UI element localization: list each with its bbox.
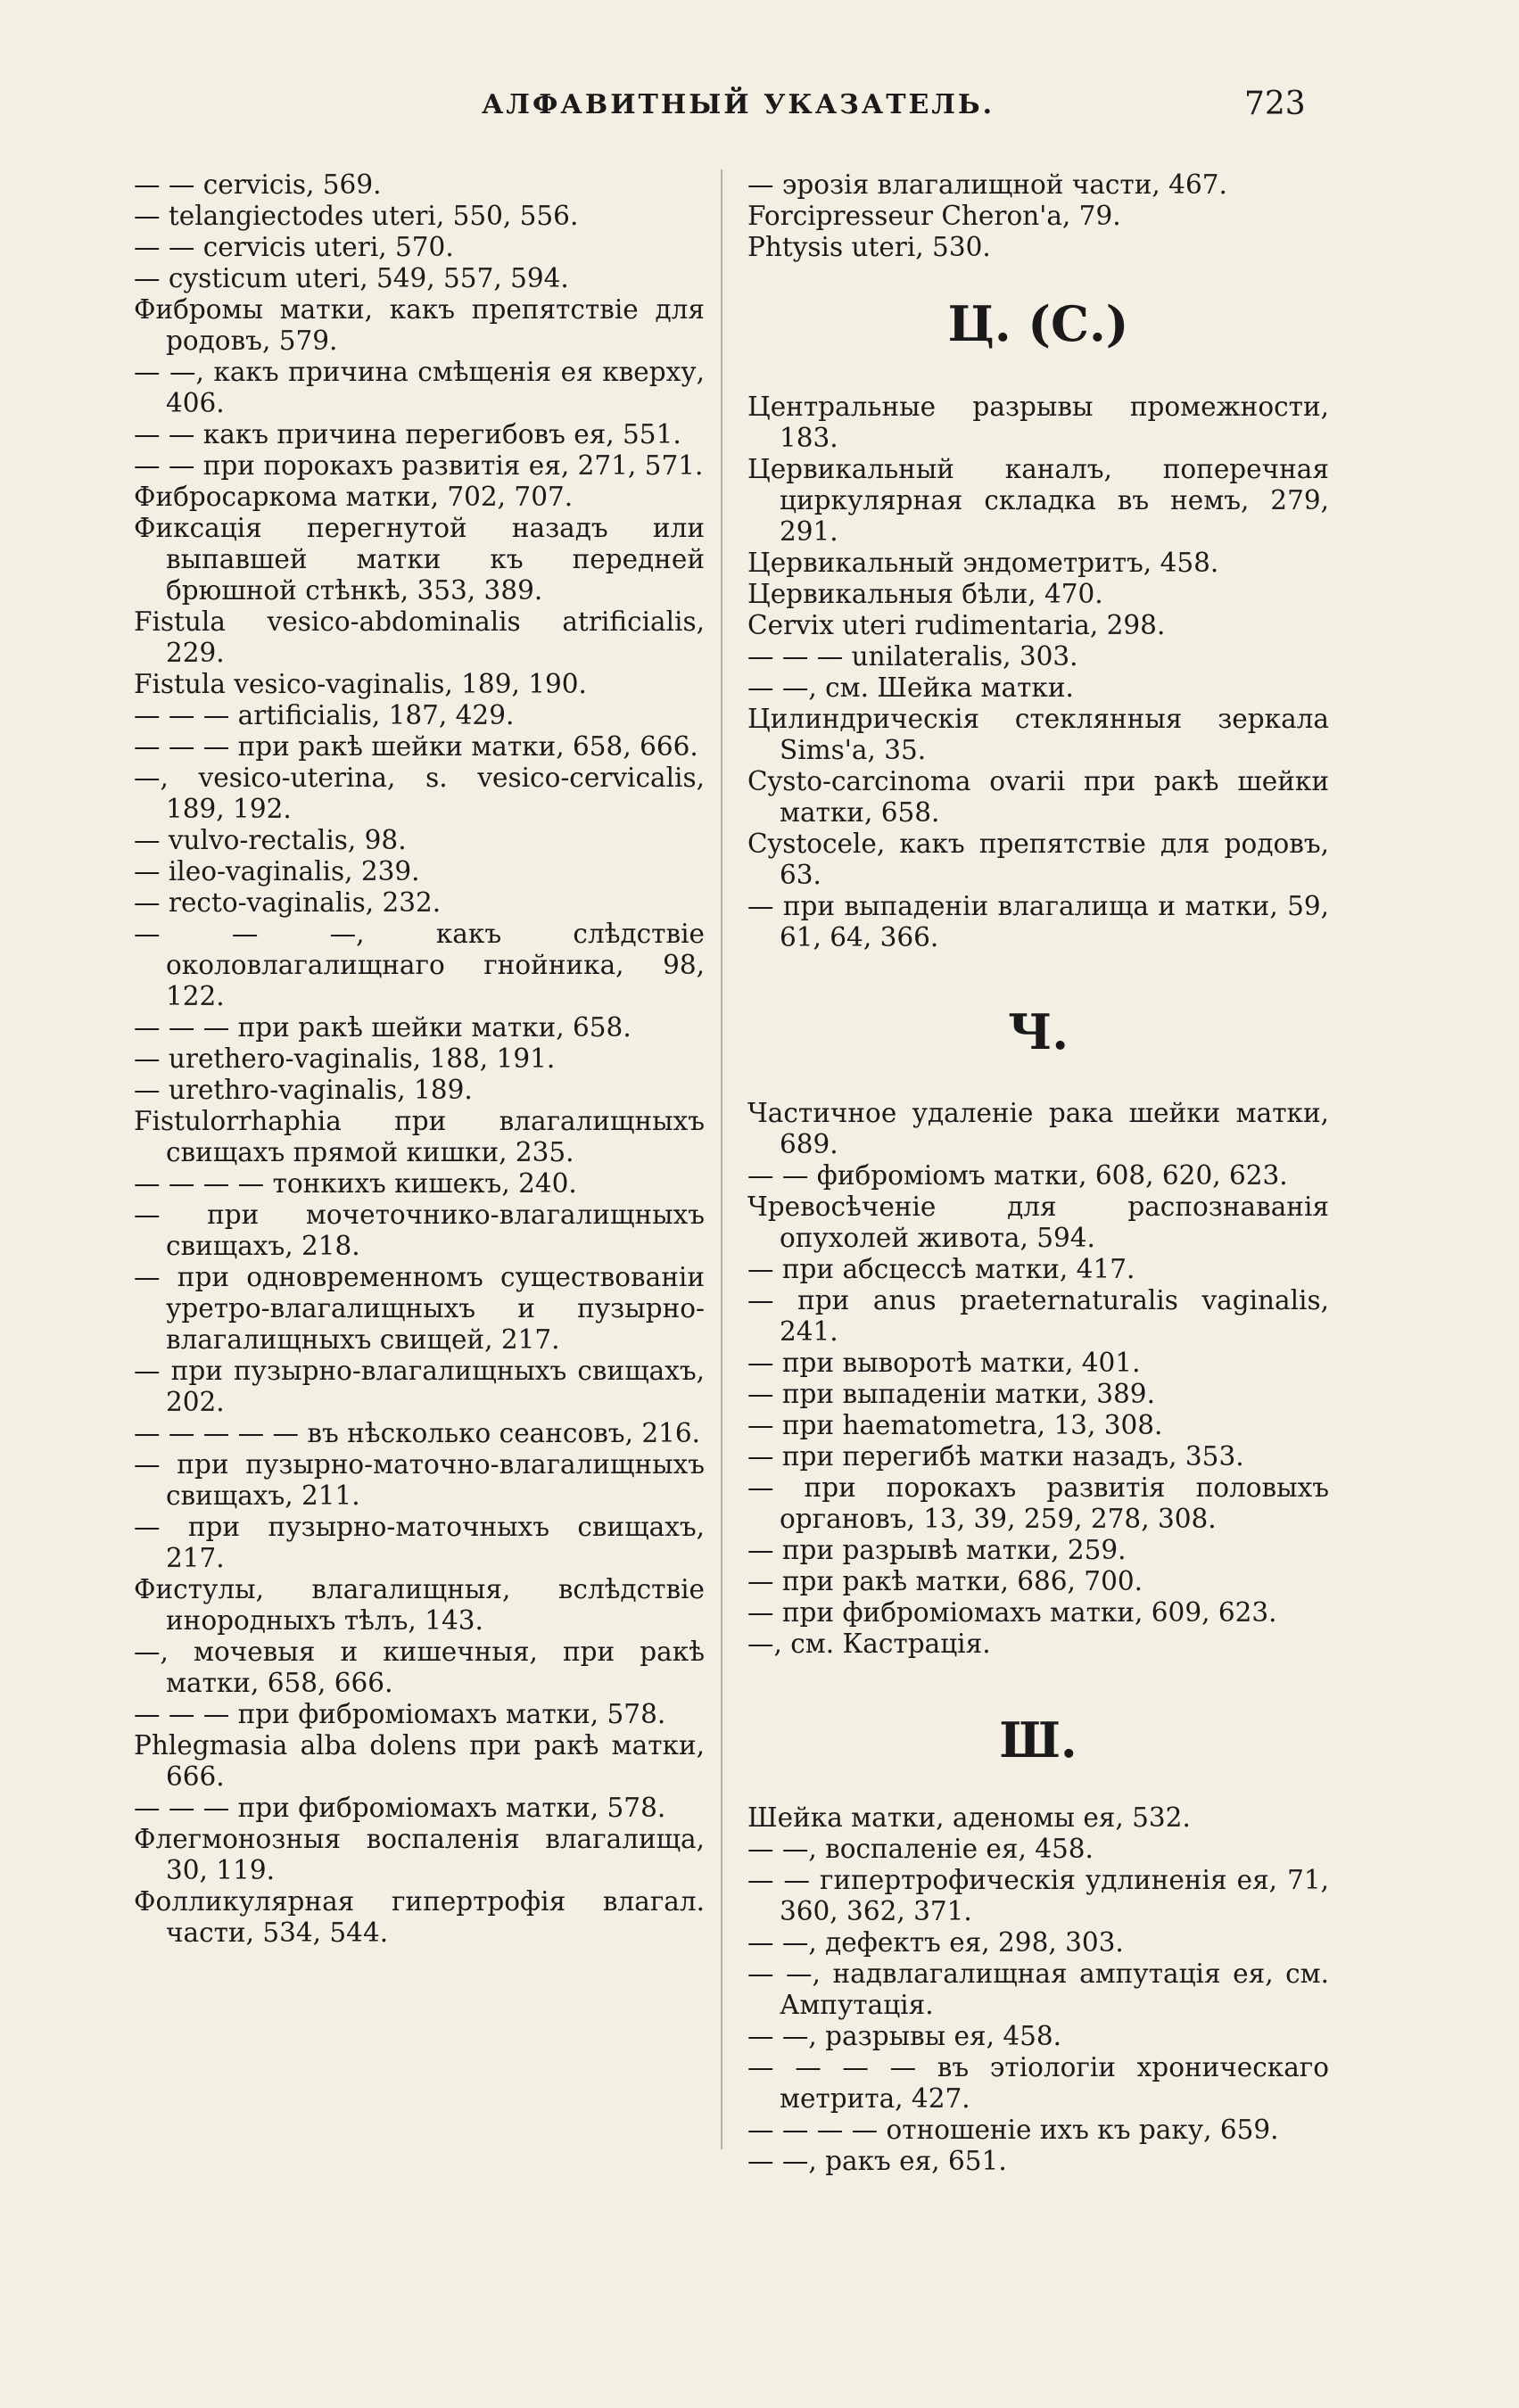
index-entry: — — фиброміомъ матки, 608, 620, 623. [747,1160,1288,1191]
index-entry: — — какъ причина перегибовъ ея, 551. [134,419,681,449]
index-entry: Fistula vesico-vaginalis, 189, 190. [134,669,587,699]
index-entry: Частичное удаленіе рака шейки матки, 689. [747,1098,1329,1159]
index-entry: Центральные разрывы промежности, 183. [747,392,1329,453]
index-entry: — urethro-vaginalis, 189. [134,1075,473,1105]
index-entry: — — — unilateralis, 303. [747,641,1078,672]
index-entry: — эрозія влагалищной части, 467. [747,169,1227,200]
index-entry: Cysto-carcinoma ovarii при ракѣ шейки матки, 658. [747,766,1329,828]
section-heading-ts: Ц. (С.) [947,295,1129,352]
index-entry: Fistula vesico-abdominalis atrificialis, 229. [134,606,705,668]
index-entry: — —, ракъ ея, 651. [747,2146,1007,2176]
index-entry: Cervix uteri rudimentaria, 298. [747,610,1166,640]
index-entry: Шейка матки, аденомы ея, 532. [747,1802,1191,1833]
index-entry: — urethero-vaginalis, 188, 191. [134,1043,556,1074]
index-entry: — — — — отношеніе ихъ къ раку, 659. [747,2115,1279,2145]
index-entry: Forcipresseur Cheron'а, 79. [747,201,1121,231]
index-entry: — при одновременномъ существованіи уретро-влагалищныхъ и пузырно-влагалищныхъ свищей, 217. [134,1262,705,1355]
index-entry: — при фиброміомахъ матки, 609, 623. [747,1597,1277,1628]
index-entry: — — — при ракѣ шейки матки, 658. [134,1012,632,1043]
index-entry: Фолликулярная гипертрофія влагал. части, 534, 544. [134,1886,705,1948]
index-entry: — при пузырно-маточныхъ свищахъ, 217. [134,1512,705,1573]
index-entry: — vulvo-rectalis, 98. [134,825,407,855]
index-entry: — recto-vaginalis, 232. [134,887,442,918]
index-entry: Fistulorrhaphia при влагалищныхъ свищахъ прямой кишки, 235. [134,1106,705,1167]
index-entry: — —, см. Шейка матки. [747,672,1074,703]
index-entry: — — — при фиброміомахъ матки, 578. [134,1699,666,1729]
index-entry: Флегмонозныя воспаленія влагалища, 30, 119. [134,1824,705,1885]
index-entry: — при haematometra, 13, 308. [747,1410,1163,1440]
index-entry: —, vesico-uterina, s. vesico-cervicalis, 189, 192. [134,763,705,824]
index-entry: — при пузырно-маточно-влагалищныхъ свищахъ, 211. [134,1449,705,1511]
index-entry: — при перегибѣ матки назадъ, 353. [747,1441,1244,1472]
index-entry: — — при порокахъ развитія ея, 271, 571. [134,450,704,481]
right-column [747,169,1329,2177]
index-entry: — при выворотѣ матки, 401. [747,1348,1141,1378]
index-entry: — — гипертрофическія удлиненія ея, 71, 360, 362, 371. [747,1865,1329,1926]
index-entry: — — cervicis, 569. [134,169,382,200]
index-entry: — — — при ракѣ шейки матки, 658, 666. [134,731,698,762]
index-entry: Phlegmasia alba dolens при ракѣ матки, 666. [134,1730,705,1792]
index-entry: — — — artificialis, 187, 429. [134,700,515,730]
index-entry: Цилиндрическія стеклянныя зеркала Sims'а, 35. [747,704,1329,765]
index-entry: Фибросаркома матки, 702, 707. [134,482,574,512]
index-entry: — при anus praeternaturalis vaginalis, 241. [747,1285,1329,1347]
index-entry: —, мочевыя и кишечныя, при ракѣ матки, 658, 666. [134,1637,705,1698]
index-entry: — при ракѣ матки, 686, 700. [747,1566,1143,1596]
index-entry: — при разрывѣ матки, 259. [747,1535,1127,1565]
running-header: АЛФАВИТНЫЙ УКАЗАТЕЛЬ. [482,89,995,120]
index-entry: — ileo-vaginalis, 239. [134,856,420,887]
index-entry: — при выпаденіи влагалища и матки, 59, 61, 64, 366. [747,891,1329,952]
index-entry: — — —, какъ слѣдствіе околовлагалищнаго гнойника, 98, 122. [134,919,705,1011]
index-entry: — — cervicis uteri, 570. [134,232,454,262]
index-entry: — — — — тонкихъ кишекъ, 240. [134,1168,577,1199]
column-divider [721,169,722,2149]
index-entry: — —, воспаленіе ея, 458. [747,1834,1094,1864]
index-entry: — telangiectodes uteri, 550, 556. [134,201,579,231]
index-entry: Фиксація перегнутой назадъ или выпавшей матки къ передней брюшной стѣнкѣ, 353, 389. [134,513,705,606]
index-entry: — — — — въ этіологіи хроническаго метрита, 427. [747,2052,1329,2114]
index-entry: — —, дефектъ ея, 298, 303. [747,1927,1124,1958]
left-column [134,169,705,1949]
index-entry: Фибромы матки, какъ препятствіе для родовъ, 579. [134,294,705,356]
index-entry: — при пузырно-влагалищныхъ свищахъ, 202. [134,1356,705,1417]
index-entry: — cysticum uteri, 549, 557, 594. [134,263,569,293]
index-entry: Чревосѣченіе для распознаванія опухолей живота, 594. [747,1192,1329,1253]
index-entry: — при абсцессѣ матки, 417. [747,1254,1135,1284]
index-entry: Phtysis uteri, 530. [747,232,991,262]
index-entry: —, см. Кастрація. [747,1629,991,1659]
index-entry: — — — при фиброміомахъ матки, 578. [134,1793,666,1823]
index-entry: — —, надвлагалищная ампутація ея, см. Ампутація. [747,1959,1329,2020]
index-entry: Cystocele, какъ препятствіе для родовъ, 63. [747,829,1329,890]
section-heading-ch: Ч. [1007,1003,1069,1060]
index-entry: Цервикальный каналъ, поперечная циркулярная складка въ немъ, 279, 291. [747,454,1329,547]
page-number: 723 [1244,86,1306,122]
index-entry: — при мочеточнико-влагалищныхъ свищахъ, 218. [134,1200,705,1261]
index-entry: Цервикальный эндометритъ, 458. [747,548,1219,578]
index-entry: — — — — — въ нѣсколько сеансовъ, 216. [134,1418,701,1448]
index-entry: Фистулы, влагалищныя, вслѣдствіе инородныхъ тѣлъ, 143. [134,1574,705,1636]
index-entry: — при порокахъ развитія половыхъ органовъ, 13, 39, 259, 278, 308. [747,1472,1329,1534]
index-entry: Цервикальныя бѣли, 470. [747,579,1103,609]
section-heading-sh: Ш. [999,1711,1077,1769]
index-entry: — —, какъ причина смѣщенія ея кверху, 406. [134,357,705,418]
index-entry: — при выпаденіи матки, 389. [747,1379,1155,1409]
index-entry: — —, разрывы ея, 458. [747,2021,1062,2051]
